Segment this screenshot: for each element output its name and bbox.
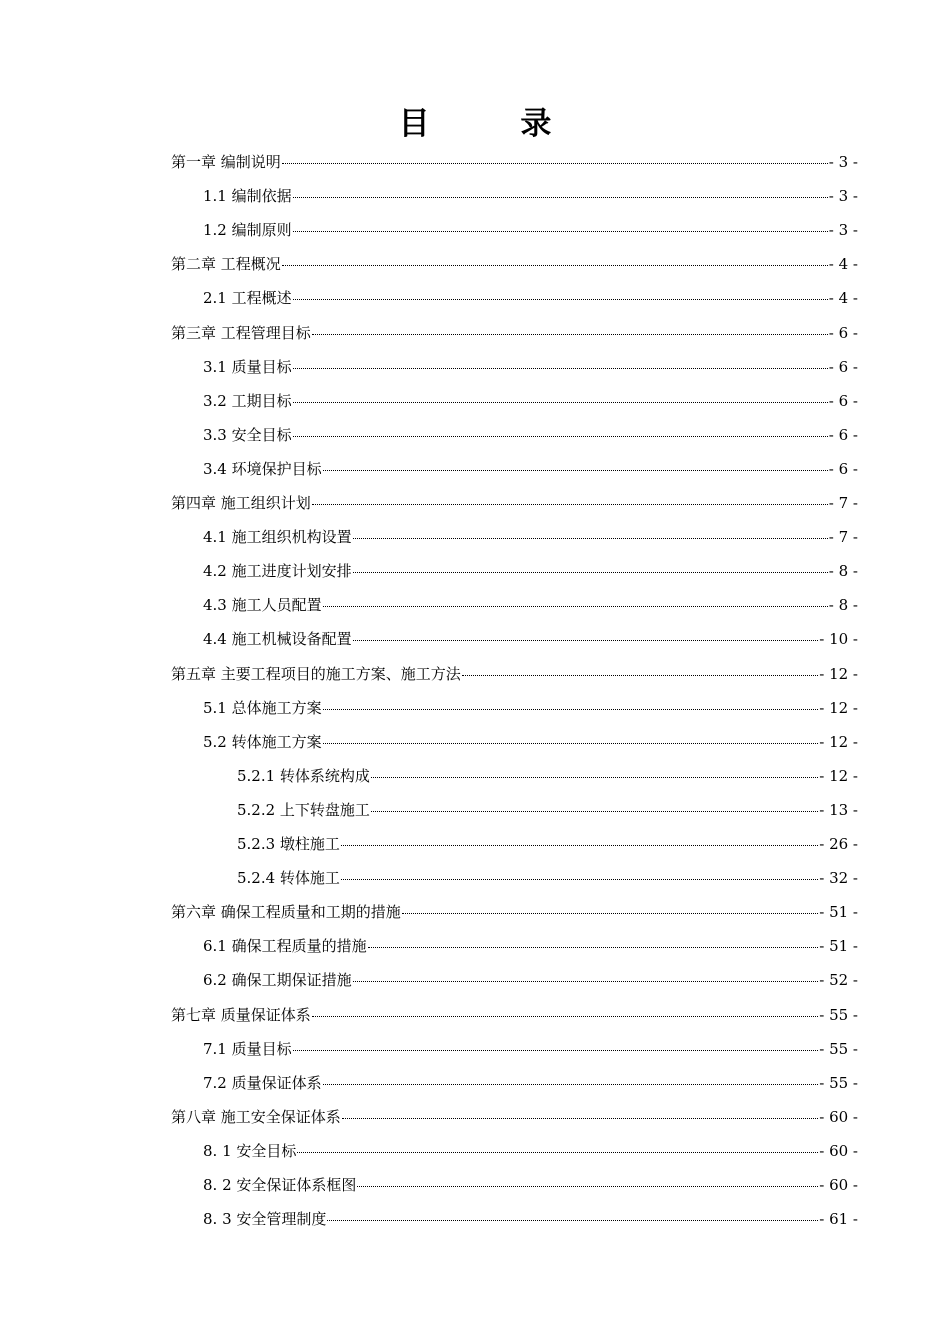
toc-entry[interactable] (203, 281, 858, 315)
toc-entry[interactable] (203, 929, 858, 963)
toc-entry-label: 5.2.1 转体系统构成 (237, 766, 370, 785)
toc-entry[interactable] (203, 213, 858, 247)
toc-dot-leader (371, 797, 818, 812)
toc-dot-leader (353, 967, 819, 982)
toc-entry[interactable] (171, 895, 858, 929)
toc-entry-label: 5.2 转体施工方案 (203, 732, 322, 751)
toc-dot-leader (402, 899, 818, 914)
toc-entry[interactable] (203, 350, 858, 384)
toc-entry-label: 1.1 编制依据 (203, 187, 292, 206)
toc-dot-leader (353, 524, 828, 539)
toc-entry[interactable] (237, 861, 858, 895)
toc-entry[interactable] (203, 1032, 858, 1066)
toc-entry[interactable] (171, 657, 858, 691)
toc-dot-leader (312, 1002, 818, 1017)
toc-dot-leader (371, 763, 818, 778)
toc-entry-label: 2.1 工程概述 (203, 289, 292, 308)
toc-entry[interactable] (203, 418, 858, 452)
toc-entry-page-number: - 55 - (819, 1039, 858, 1058)
toc-dot-leader (312, 320, 828, 335)
toc-entry-label: 第一章 编制说明 (171, 153, 281, 171)
toc-entry-page-number: - 4 - (828, 255, 858, 274)
toc-entry-label: 5.2.4 转体施工 (237, 869, 340, 888)
toc-entry-page-number: - 6 - (828, 425, 858, 444)
toc-entry-label: 第六章 确保工程质量和工期的措施 (171, 903, 401, 922)
toc-entry[interactable] (171, 145, 858, 179)
toc-dot-leader (293, 1036, 819, 1051)
toc-entry-page-number: - 10 - (819, 630, 858, 649)
toc-entry[interactable] (203, 520, 858, 554)
toc-entry[interactable] (203, 691, 858, 725)
toc-entry-label: 第五章 主要工程项目的施工方案、施工方法 (171, 664, 461, 683)
toc-entry-label: 第八章 施工安全保证体系 (171, 1107, 341, 1126)
toc-entry-page-number: - 6 - (828, 459, 858, 478)
toc-entry-label: 5.2.2 上下转盘施工 (237, 800, 370, 819)
toc-entry-page-number: - 61 - (819, 1210, 858, 1229)
toc-dot-leader (341, 865, 818, 880)
toc-entry-label: 6.2 确保工期保证措施 (203, 971, 352, 990)
toc-entry-label: 4.2 施工进度计划安排 (203, 562, 352, 581)
toc-entry[interactable] (203, 622, 858, 656)
toc-entry[interactable] (203, 384, 858, 418)
toc-entry[interactable] (203, 963, 858, 997)
toc-dot-leader (293, 285, 828, 300)
toc-dot-leader (282, 149, 828, 164)
toc-entry[interactable] (203, 1066, 858, 1100)
toc-entry[interactable] (171, 486, 858, 520)
toc-entry-page-number: - 3 - (828, 221, 858, 240)
toc-entry[interactable] (171, 1100, 858, 1134)
toc-entry-label: 3.1 质量目标 (203, 357, 292, 376)
toc-dot-leader (327, 1206, 818, 1221)
toc-entry-label: 7.1 质量目标 (203, 1039, 292, 1058)
toc-dot-leader (323, 695, 819, 710)
toc-entry-label: 5.2.3 墩柱施工 (237, 835, 340, 853)
toc-entry-label: 第四章 施工组织计划 (171, 494, 311, 512)
toc-entry-label: 3.2 工期目标 (203, 391, 292, 410)
toc-dot-leader (312, 490, 828, 505)
toc-dot-leader (293, 422, 828, 437)
toc-entry[interactable] (203, 1202, 858, 1236)
toc-dot-leader (323, 1070, 819, 1085)
toc-entry[interactable] (203, 725, 858, 759)
toc-entry[interactable] (203, 179, 858, 213)
toc-title: 目 录 (398, 106, 592, 142)
toc-entry-page-number: - 8 - (828, 562, 858, 581)
toc-dot-leader (368, 933, 819, 948)
toc-entry-label: 8. 1 安全目标 (203, 1141, 297, 1160)
toc-entry[interactable] (203, 452, 858, 486)
toc-entry-page-number: - 4 - (828, 289, 858, 308)
toc-entry[interactable] (203, 1168, 858, 1202)
toc-entry-page-number: - 12 - (819, 732, 858, 751)
toc-entry-page-number: - 60 - (819, 1141, 858, 1160)
toc-entry[interactable] (171, 998, 858, 1032)
toc-dot-leader (353, 558, 828, 573)
toc-entry-page-number: - 51 - (819, 903, 858, 922)
toc-entry-page-number: - 12 - (819, 698, 858, 717)
toc-entry-page-number: - 3 - (828, 187, 858, 206)
toc-entry-label: 4.4 施工机械设备配置 (203, 630, 352, 649)
toc-dot-leader (293, 388, 828, 403)
toc-entry-page-number: - 51 - (819, 937, 858, 956)
toc-entry-label: 7.2 质量保证体系 (203, 1073, 322, 1092)
toc-entry[interactable] (203, 588, 858, 622)
toc-entry[interactable] (237, 827, 858, 861)
toc-entry-label: 3.4 环境保护目标 (203, 459, 322, 478)
toc-entry-page-number: - 13 - (819, 800, 858, 819)
toc-dot-leader (282, 251, 828, 266)
toc-entry[interactable] (237, 759, 858, 793)
toc-entry-page-number: - 32 - (819, 869, 858, 888)
toc-entry-label: 1.2 编制原则 (203, 221, 292, 240)
toc-dot-leader (323, 456, 828, 471)
toc-dot-leader (341, 831, 818, 846)
toc-entry-page-number: - 3 - (828, 153, 858, 171)
toc-entry-page-number: - 6 - (828, 323, 858, 342)
toc-entry-label: 第七章 质量保证体系 (171, 1005, 311, 1024)
toc-entry-page-number: - 52 - (819, 971, 858, 990)
toc-entry[interactable] (203, 1134, 858, 1168)
toc-entry-page-number: - 12 - (819, 766, 858, 785)
toc-dot-leader (353, 626, 819, 641)
toc-dot-leader (357, 1172, 818, 1187)
toc-entry-page-number: - 60 - (819, 1176, 858, 1194)
toc-entry-page-number: - 7 - (828, 528, 858, 547)
toc-dot-leader (323, 729, 819, 744)
toc-entry-label: 6.1 确保工程质量的措施 (203, 937, 367, 956)
toc-entry-page-number: - 7 - (828, 494, 858, 512)
toc-dot-leader (293, 183, 828, 198)
toc-entry-label: 第三章 工程管理目标 (171, 323, 311, 342)
toc-entry[interactable] (171, 247, 858, 281)
toc-dot-leader (293, 354, 828, 369)
toc-entry-label: 4.1 施工组织机构设置 (203, 528, 352, 547)
toc-entry-page-number: - 8 - (828, 596, 858, 615)
toc-entry-page-number: - 55 - (819, 1073, 858, 1092)
toc-entry-label: 5.1 总体施工方案 (203, 698, 322, 717)
toc-entry[interactable] (237, 793, 858, 827)
toc-dot-leader (462, 661, 818, 676)
toc-entry-label: 8. 3 安全管理制度 (203, 1210, 327, 1229)
toc-entry-label: 8. 2 安全保证体系框图 (203, 1176, 357, 1194)
toc-entry-page-number: - 55 - (819, 1005, 858, 1024)
toc-entry-page-number: - 12 - (819, 664, 858, 683)
toc-entry-label: 3.3 安全目标 (203, 425, 292, 444)
toc-dot-leader (293, 217, 828, 232)
toc-entry-page-number: - 6 - (828, 391, 858, 410)
toc-dot-leader (342, 1104, 818, 1119)
toc-entry-page-number: - 6 - (828, 357, 858, 376)
toc-dot-leader (297, 1138, 818, 1153)
toc-entry-label: 第二章 工程概况 (171, 255, 281, 274)
toc-entry-label: 4.3 施工人员配置 (203, 596, 322, 615)
toc-entry[interactable] (203, 554, 858, 588)
toc-entry-page-number: - 60 - (819, 1107, 858, 1126)
toc-entry-page-number: - 26 - (819, 835, 858, 853)
toc-dot-leader (323, 592, 828, 607)
toc-entry[interactable] (171, 316, 858, 350)
